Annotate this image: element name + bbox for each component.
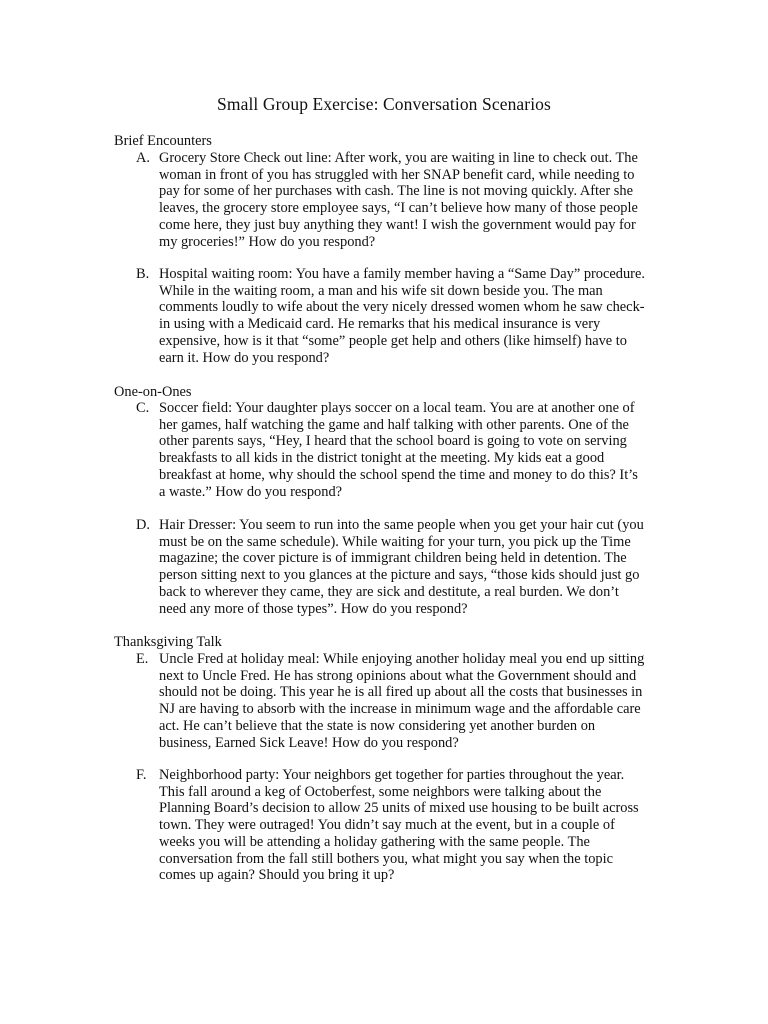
scenario-item-a: [114, 150, 658, 250]
item-letter: E.: [136, 651, 149, 667]
item-line: leaves, the grocery store employee says, “I can’t believe how many of those people: [159, 200, 638, 217]
item-line: pay for some of her purchases with cash. The line is not moving quickly. After she: [159, 183, 633, 200]
item-line: While in the waiting room, a man and his wife sit down beside you. The man: [159, 282, 603, 299]
item-letter: D.: [136, 517, 150, 533]
item-line: in using with a Medicaid card. He remarks that his medical insurance is very: [159, 316, 601, 333]
item-line: come here, they just buy anything they want! I wish the government would pay for: [159, 216, 636, 233]
item-line: must be on the same schedule). While waiting for your turn, you pick up the Time: [159, 533, 631, 550]
item-line: Grocery Store Check out line: After work, you are waiting in line to check out. The: [159, 150, 638, 166]
item-line: earn it. How do you respond?: [159, 349, 330, 366]
item-line: expensive, how is it that “some” people get help and others (like himself) have to: [159, 332, 627, 349]
item-text: [159, 651, 659, 751]
item-line: person sitting next to you glances at the picture and says, “those kids should just go: [159, 567, 640, 584]
section-heading-thanksgiving-talk: Thanksgiving Talk: [114, 634, 222, 650]
item-line: business, Earned Sick Leave! How do you respond?: [159, 734, 459, 751]
item-text: [159, 767, 659, 884]
item-line: Neighborhood party: Your neighbors get together for parties throughout the year.: [159, 767, 625, 783]
item-line: weeks you will be attending a holiday gathering with the same people. The: [159, 833, 590, 850]
item-line: my groceries!” How do you respond?: [159, 233, 376, 250]
item-line: act. He can’t believe that the state is now considering yet another burden on: [159, 717, 596, 734]
item-line: magazine; the cover picture is of immigrant children being held in detention. The: [159, 550, 627, 567]
item-line: Planning Board’s decision to allow 25 units of mixed use housing to be built across: [159, 800, 639, 817]
item-letter: B.: [136, 266, 150, 282]
item-text: [159, 266, 659, 366]
scenario-item-d: [114, 517, 658, 617]
item-line: Uncle Fred at holiday meal: While enjoying another holiday meal you end up sitting: [159, 651, 645, 667]
item-line: next to Uncle Fred. He has strong opinions about what the Government should and: [159, 667, 637, 684]
scenario-item-b: [114, 266, 658, 366]
item-line: NJ are having to absorb with the increase in minimum wage and the affordable care: [159, 701, 641, 718]
item-line: breakfast at home, why should the school spend the time and money to do this? It’s: [159, 466, 638, 483]
scenario-item-e: [114, 651, 658, 751]
item-line: back to wherever they came, they are sick and destitute, a real burden. We don’t: [159, 583, 619, 600]
item-text: [159, 517, 659, 617]
section-heading-brief-encounters: Brief Encounters: [114, 133, 212, 149]
item-line: her games, half watching the game and half talking with other parents. One of the: [159, 416, 629, 433]
item-line: Hospital waiting room: You have a family member having a “Same Day” procedure.: [159, 266, 645, 282]
item-text: [159, 400, 659, 500]
item-line: town. They were outraged! You didn’t say much at the event, but in a couple of: [159, 817, 615, 834]
section-heading-one-on-ones: One-on-Ones: [114, 384, 192, 400]
item-letter: F.: [136, 767, 147, 783]
item-letter: C.: [136, 400, 150, 416]
item-line: breakfasts to all kids in the district tonight at the meeting. My kids eat a good: [159, 450, 605, 467]
item-line: other parents says, “Hey, I heard that the school board is going to vote on serving: [159, 433, 627, 450]
item-line: This fall around a keg of Octoberfest, some neighbors were talking about the: [159, 783, 602, 800]
scenario-item-f: [114, 767, 658, 884]
item-line: Hair Dresser: You seem to run into the same people when you get your hair cut (you: [159, 517, 644, 533]
item-line: a waste.” How do you respond?: [159, 483, 343, 500]
item-line: Soccer field: Your daughter plays soccer on a local team. You are at another one of: [159, 400, 635, 416]
item-text: [159, 150, 659, 250]
item-letter: A.: [136, 150, 150, 166]
item-line: comes up again? Should you bring it up?: [159, 867, 395, 884]
scenario-item-c: [114, 400, 658, 500]
item-line: woman in front of you has struggled with her SNAP benefit card, while needing to: [159, 166, 635, 183]
page-title: Small Group Exercise: Conversation Scenarios: [217, 94, 551, 114]
item-line: conversation from the fall still bothers you, what might you say when the topic: [159, 850, 614, 867]
item-line: comments loudly to wife about the very nicely dressed women whom he saw check-: [159, 299, 645, 316]
item-line: need any more of those types”. How do you respond?: [159, 600, 468, 617]
item-line: should not be doing. This year he is all fired up about all the costs that businesses in: [159, 684, 643, 701]
